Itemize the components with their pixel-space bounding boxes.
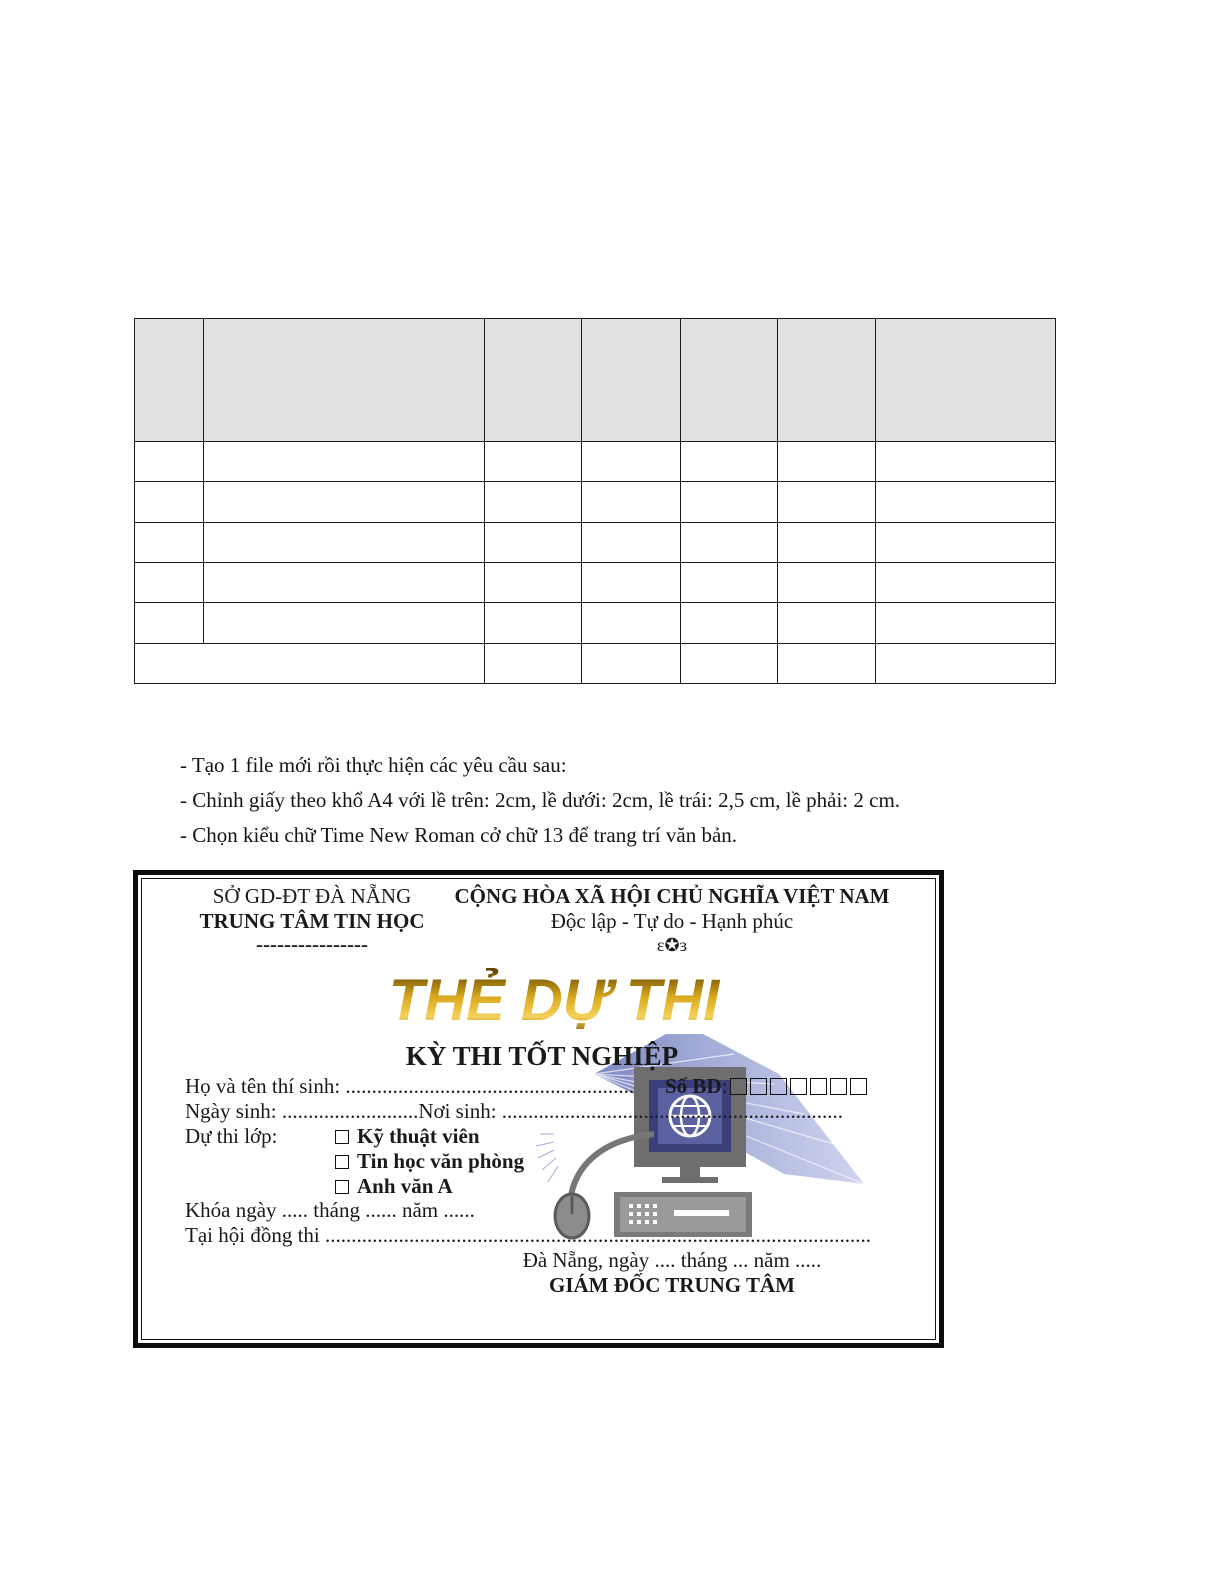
table-cell [876,522,1056,562]
table-cell [876,482,1056,522]
header-rule: ---------------- [256,932,368,956]
candidate-name-field: Họ và tên thí sinh: ....................................................... [185,1074,635,1098]
table-cell [778,603,876,643]
table-cell [204,482,485,522]
ornament: ɛ✪ɜ [656,935,688,955]
instruction-line: - Chọn kiểu chữ Time New Roman cở chữ 13 để trang trí văn bản. [180,823,738,847]
table-cell [876,562,1056,602]
class-label: Dự thi lớp: [185,1124,278,1148]
table-cell [778,442,876,482]
table-cell [135,603,204,643]
table-row [135,522,1056,562]
table-cell [485,603,582,643]
table-cell [681,603,778,643]
class-option-technician [335,1124,480,1148]
class-option-label: Kỹ thuật viên [357,1124,480,1148]
table-cell [681,643,778,683]
class-option-office [335,1149,524,1173]
table-header-cell [204,319,485,442]
table-row [135,442,1056,482]
table-cell [582,643,681,683]
table-cell [485,482,582,522]
table-cell [876,603,1056,643]
table-cell [582,522,681,562]
table-row [135,603,1056,643]
birth-info-field: Ngày sinh: ..........................Nơi sinh: ................................................................. [185,1099,844,1123]
instruction-line: - Chỉnh giấy theo khổ A4 với lề trên: 2cm, lề dưới: 2cm, lề trái: 2,5 cm, lề phải: 2 cm. [180,788,901,812]
table-cell [485,643,582,683]
nation-motto: Độc lập - Tự do - Hạnh phúc [550,909,794,933]
exam-name: KỲ THI TỐT NGHIỆP [405,1041,679,1071]
candidate-number-field [665,1074,867,1098]
card-title-art [334,968,774,1038]
table-row [135,482,1056,522]
table-header-cell [876,319,1056,442]
table-cell [485,562,582,602]
table-cell [135,562,204,602]
table-cell [582,562,681,602]
table-cell [681,482,778,522]
table-cell [204,562,485,602]
card-title: THẺ DỰ THI [388,968,720,1033]
checkbox-icon [335,1180,349,1194]
candidate-number-label: Số BD [665,1074,722,1098]
table-header-cell [778,319,876,442]
department-name: SỞ GD-ĐT ĐÀ NẴNG [212,884,412,908]
signature-title: GIÁM ĐỐC TRUNG TÂM [549,1273,795,1297]
table-cell [778,522,876,562]
digit-box [850,1078,867,1095]
table-cell [681,522,778,562]
table-cell [681,562,778,602]
digit-box [750,1078,767,1095]
digit-box [730,1078,747,1095]
table-cell [778,562,876,602]
digit-box [790,1078,807,1095]
table-header-cell [135,319,204,442]
table-header-cell [582,319,681,442]
class-option-label: Tin học văn phòng [357,1149,525,1173]
center-name: TRUNG TÂM TIN HỌC [199,909,425,933]
table-cell [485,442,582,482]
checkbox-icon [335,1155,349,1169]
table-cell [582,603,681,643]
exam-council-field: Tại hội đồng thi ........................................................................................................ [185,1223,871,1247]
table-row [135,562,1056,602]
table-cell [204,522,485,562]
exam-card [133,870,944,1348]
grade-table [134,318,1056,684]
digit-box [830,1078,847,1095]
instruction-line: - Tạo 1 file mới rồi thực hiện các yêu cầu sau: [180,753,567,777]
course-date-field: Khóa ngày ..... tháng ...... năm ...... [185,1198,475,1222]
digit-box [810,1078,827,1095]
table-total-cell [135,643,485,683]
table-cell [204,603,485,643]
table-cell [135,482,204,522]
table-cell [778,643,876,683]
table-cell [582,482,681,522]
table-cell [135,442,204,482]
table-total-row [135,643,1056,683]
place-date-line: Đà Nẵng, ngày .... tháng ... năm ..... [522,1248,822,1272]
table-cell [485,522,582,562]
class-option-english [335,1174,453,1198]
table-cell [582,442,681,482]
table-header-cell [681,319,778,442]
table-header-row [135,319,1056,442]
exam-card-inner-border [141,878,936,1340]
table-cell [135,522,204,562]
table-cell [204,442,485,482]
table-cell [681,442,778,482]
table-cell [778,482,876,522]
digit-box [770,1078,787,1095]
nation-title: CỘNG HÒA XÃ HỘI CHỦ NGHĨA VIỆT NAM [454,884,890,908]
table-cell [876,643,1056,683]
class-option-label: Anh văn A [357,1174,453,1198]
checkbox-icon [335,1130,349,1144]
candidate-number-colon: : [721,1074,728,1098]
table-cell [876,442,1056,482]
table-header-cell [485,319,582,442]
